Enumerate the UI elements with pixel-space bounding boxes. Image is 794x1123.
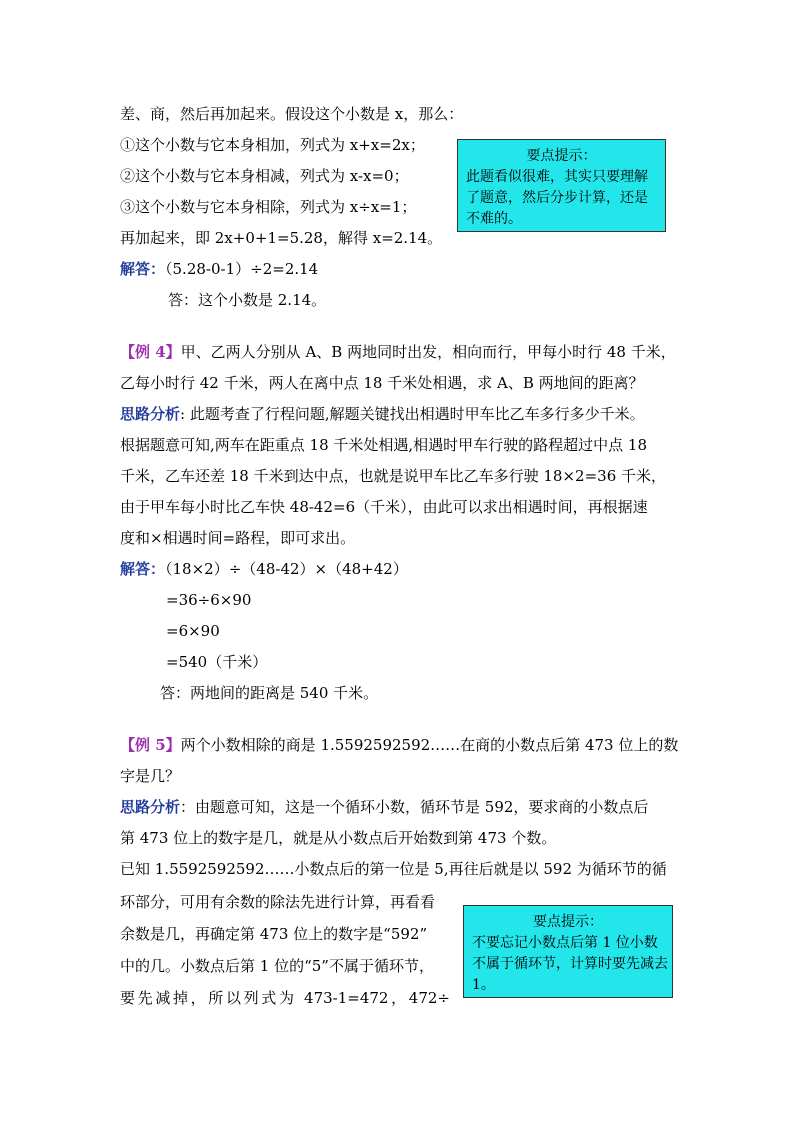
example4-analysis-5: 度和×相遇时间=路程，即可求出。 (120, 529, 356, 547)
example5-question-text: 两个小数相除的商是 1.5592592592……在商的小数点后第 473 位上的数 (180, 736, 679, 754)
example4-solution-4: =540（千米） (166, 653, 268, 671)
intro-answer-final: 答：这个小数是 2.14。 (168, 291, 327, 309)
intro-line-2: ①这个小数与它本身相加，列式为 x+x=2x； (120, 136, 425, 154)
tip-box-2 (463, 905, 673, 998)
answer-expression: （5.28-0-1）÷2=2.14 (165, 260, 319, 278)
answer-label: 解答： (120, 560, 166, 578)
analysis-label: 思路分析 (120, 405, 181, 423)
example5-analysis-4: 环部分，可用有余数的除法先进行计算，再看看 (120, 893, 436, 911)
example5-analysis-7: 要先减掉，所以列式为 473-1=472，472÷ (120, 989, 450, 1007)
analysis-label: 思路分析 (120, 798, 181, 816)
example5-analysis-1 (120, 797, 648, 817)
example4-question-text: 甲、乙两人分别从 A、B 两地同时出发，相向而行，甲每小时行 48 千米， (180, 343, 676, 361)
example4-question-2: 乙每小时行 42 千米，两人在离中点 18 千米处相遇，求 A、B 两地间的距离？ (120, 374, 644, 392)
intro-line-4: ③这个小数与它本身相除，列式为 x÷x=1； (120, 198, 417, 216)
example4-analysis-1 (120, 404, 645, 424)
tip-box-1 (457, 139, 666, 232)
intro-line-1: 差、商，然后再加起来。假设这个小数是 x，那么： (120, 105, 464, 123)
example5-question-2: 字是几？ (120, 767, 181, 785)
tip-title: 要点提示： (533, 914, 603, 930)
example5-question-1 (120, 735, 678, 755)
intro-answer (120, 259, 318, 279)
example4-solution-2: =36÷6×90 (166, 591, 252, 609)
example4-final-answer: 答：两地间的距离是 540 千米。 (160, 684, 379, 702)
example4-solution-1 (120, 559, 408, 579)
example5-analysis-2: 第 473 位上的数字是几，就是从小数点后开始数到第 473 个数。 (120, 829, 557, 847)
intro-line-3: ②这个小数与它本身相减，列式为 x-x=0； (120, 167, 409, 185)
intro-line-5: 再加起来，即 2x+0+1=5.28，解得 x=2.14。 (120, 229, 443, 247)
example4-tag: 【例 4】 (120, 343, 181, 361)
example4-solution-3: =6×90 (166, 622, 220, 640)
answer-label: 解答： (120, 260, 166, 278)
analysis-text: : 此题考查了行程问题,解题关键找出相遇时甲车比乙车多行多少千米。 (180, 405, 645, 423)
example4-question-1 (120, 342, 676, 362)
example5-analysis-5: 余数是几，再确定第 473 位上的数字是“592” (120, 925, 428, 943)
example5-tag: 【例 5】 (120, 736, 181, 754)
solution-expression: （18×2）÷（48-42）×（48+42） (165, 560, 408, 578)
analysis-text: ：由题意可知，这是一个循环小数，循环节是 592，要求商的小数点后 (180, 798, 649, 816)
example4-analysis-4: 由于甲车每小时比乙车快 48-42=6（千米），由此可以求出相遇时间，再根据速 (120, 498, 648, 516)
tip-text: 此题看似很难，其实只要理解了题意，然后分步计算，还是不难的。 (466, 169, 648, 227)
tip-title: 要点提示： (526, 148, 597, 164)
example4-analysis-2: 根据题意可知,两车在距重点 18 千米处相遇,相遇时甲车行驶的路程超过中点 18 (120, 436, 648, 454)
example5-analysis-6: 中的几。小数点后第 1 位的“5”不属于循环节， (120, 957, 434, 975)
example4-analysis-3: 千米，乙车还差 18 千米到达中点，也就是说甲车比乙车多行驶 18×2=36 千米， (120, 467, 667, 485)
tip-text: 不要忘记小数点后第 1 位小数不属于循环节，计算时要先减去 1。 (472, 935, 668, 993)
example5-analysis-3: 已知 1.5592592592……小数点后的第一位是 5,再往后就是以 592 为循环节的循 (120, 860, 667, 878)
